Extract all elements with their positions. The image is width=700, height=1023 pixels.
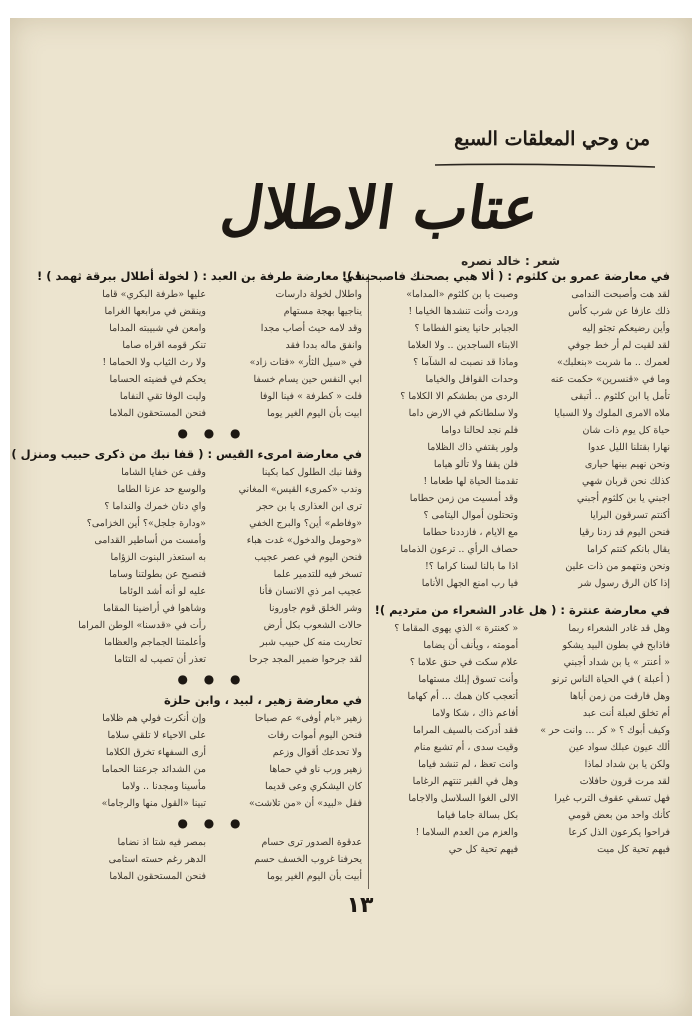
hemistich-first: كأنك واحد من بعض قومي	[568, 810, 670, 821]
verse-line	[378, 456, 670, 473]
verse-line	[378, 688, 670, 705]
hemistich-first: « أعنتر » يا بن شداد أجبني	[563, 657, 670, 668]
hemistich-first: كان اليشكري وعى قديما	[265, 781, 362, 792]
section-closing	[62, 834, 362, 885]
hemistich-first: فهل تسقي عقوف الترب غيرا	[554, 793, 670, 804]
hemistich-first: وكيف أبوك ؟ « كر ... وانت حر »	[540, 725, 670, 736]
hemistich-first: زهير ورب ناو في حماها	[269, 764, 362, 775]
hemistich-second: الالى الغوا السلاسل والاجاما	[408, 793, 519, 804]
hemistich-first: لقد مرت قرون حافلات	[579, 776, 670, 787]
section-heading: في معارضة طرفة بن العبد : ( لخولة أطلال ببرقة ثهمد ) !	[37, 269, 362, 283]
hemistich-first: فقل «لبيد» أن «من تلاشت»	[248, 798, 362, 809]
verse-line	[378, 320, 670, 337]
verse-line	[378, 671, 670, 688]
hemistich-second: وانت تعظ ، لم تنشد فياما	[418, 759, 519, 770]
hemistich-second: فنصبح عن بطولتنا وساما	[109, 569, 206, 580]
hemistich-first: ملاه الامرى الملوك ولا السبايا	[554, 408, 670, 419]
hemistich-first: فنحن اليوم في عصر عجيب	[254, 552, 362, 563]
section-heading: في معارضة زهير ، لبيد ، وابن حلزة	[163, 693, 362, 707]
verse-line	[378, 722, 670, 739]
hemistich-second: فلن يقفا ولا تألو هياما	[433, 459, 519, 470]
verse-line	[378, 773, 670, 790]
hemistich-first: وندب «كمرىء القيس» المغاني	[238, 484, 362, 495]
hemistich-second: وينقض في مرابعها الغراما	[104, 306, 206, 317]
hemistich-second: « كعنترة » الذي يهوى المقاما ؟	[394, 623, 519, 634]
section-heading: في معارضة امرىء القيس : ( قفا نبك من ذكرى حبيب ومنزل )	[11, 447, 362, 461]
hemistich-first: يناجيها بهجة مستهام	[283, 306, 362, 317]
verse-line	[62, 778, 362, 795]
hemistich-second: الردى من بطشكم الا الكلاما ؟	[400, 391, 519, 402]
hemistich-second: والوسع حد عزنا الطاما	[117, 484, 206, 495]
left-column	[11, 266, 362, 885]
verse-line	[378, 841, 670, 858]
hemistich-first: ذلك عازفا عن شرب كأس	[568, 306, 670, 317]
hemistich-second: وشاهوا في أراضينا المقاما	[103, 603, 206, 614]
verse-line	[62, 761, 362, 778]
hemistich-second: مع الايام ، فازددنا حطاما	[422, 527, 519, 538]
verse-line	[62, 851, 362, 868]
hemistich-second: الجبابر حانيا يعنو الفطاما ؟	[414, 323, 519, 334]
verse-line	[378, 824, 670, 841]
section-heading: في معارضة عنترة : ( هل غادر الشعراء من مترديم )!	[374, 603, 670, 617]
hemistich-first: ولا تحدعك أقوال وزعم	[272, 747, 362, 758]
verse-line	[378, 541, 670, 558]
hemistich-second: بمصر فيه شتا اذ نضاما	[117, 837, 206, 848]
hemistich-first: حالات الشعوب بكل أرض	[263, 620, 362, 631]
verse-line	[378, 705, 670, 722]
hemistich-second: «ودارة جلجل»؟ أين الخزامى؟	[86, 518, 206, 529]
verse-line	[62, 868, 362, 885]
hemistich-second: وحدات القوافل والخياما	[425, 374, 519, 385]
hemistich-first: ( أعبلة ) في الحياة الناس ترنو	[551, 674, 670, 685]
hemistich-second: وقد أمسيت من زمن حطاما	[409, 493, 519, 504]
verse-line	[62, 354, 362, 371]
verse-line	[378, 473, 670, 490]
hemistich-second: وأمست من أساطير القدامى	[94, 535, 206, 546]
hemistich-second: وإن أنكرت فولي هم ظلاما	[102, 713, 206, 724]
hemistich-first: ابيت بأن اليوم الغير يوما	[266, 408, 362, 419]
hemistich-first: أبيت بأن اليوم الغير يوما	[266, 871, 362, 882]
hemistich-second: وماذا قد نصبت له الشآما ؟	[413, 357, 519, 368]
hemistich-second: وأنت تسوق إبلك مستهاما	[418, 674, 519, 685]
hemistich-first: فراحوا يكرعون الذل كرعا	[568, 827, 670, 838]
verse-line	[62, 795, 362, 812]
verse-line	[62, 371, 362, 388]
hemistich-first: عدقوة الصدور ترى حسام	[261, 837, 362, 848]
hemistich-first: وقفا نبك الطلول كما بكينا	[261, 467, 362, 478]
verse-list	[378, 620, 670, 858]
hemistich-second: وصبت يا بن كلثوم «المداما»	[406, 289, 519, 300]
verse-line	[62, 566, 362, 583]
verse-line	[62, 549, 362, 566]
hemistich-second: فقد أدركت بالسيف المراما	[412, 725, 519, 736]
main-title: عتاب الاطلال	[216, 174, 544, 242]
hemistich-first: وهل قد غادر الشعراء ربما	[568, 623, 670, 634]
hemistich-second: مأسينا ومجدنا .. ولاما	[122, 781, 206, 792]
verse-line	[62, 710, 362, 727]
hemistich-first: لقد هت وأصبحت الندامى	[571, 289, 670, 300]
verse-line	[378, 524, 670, 541]
section-tarafa	[37, 266, 362, 422]
section-separator-dots: ● ● ●	[177, 816, 247, 830]
verse-line	[378, 575, 670, 592]
hemistich-second: رأت في «قدسنا» الوطن المراما	[78, 620, 206, 631]
hemistich-first: عجيب امر ذي الانسان فأنا	[259, 586, 362, 597]
section-separator-dots: ● ● ●	[177, 672, 247, 686]
verse-line	[62, 464, 362, 481]
hemistich-first: كذلك نحن قربان شهي	[581, 476, 670, 487]
hemistich-first: وهل فارقت من زمن أباها	[569, 691, 670, 702]
hemistich-first: تأمل يا ابن كلثوم .. أتبقى	[570, 391, 670, 402]
hemistich-first: ألك عيون عبلك سواد عين	[568, 742, 670, 753]
verse-line	[62, 651, 362, 668]
verse-line	[378, 620, 670, 637]
verse-line	[378, 558, 670, 575]
hemistich-second: والعزم من العدم السلاما !	[415, 827, 519, 838]
hemistich-second: أفاعم ذاك ، شكا ولاما	[432, 708, 519, 719]
hemistich-second: به استعذر البنوت الزؤاما	[110, 552, 206, 563]
hemistich-second: أتعجب كان همك ... أم كهاما	[407, 691, 519, 702]
hemistich-first: في «سيل الثأر» «فتات زاد»	[249, 357, 362, 368]
hemistich-second: بكل بسالة جاما فياما	[436, 810, 519, 821]
hemistich-second: واي دنان خمرك والنداما ؟	[104, 501, 206, 512]
hemistich-second: وقف عن خفايا الشاما	[121, 467, 206, 478]
section-imru-al-qays	[11, 444, 362, 668]
verse-line	[378, 354, 670, 371]
verse-line	[378, 654, 670, 671]
hemistich-second: وأعلمتنا الجماجم والعظاما	[104, 637, 206, 648]
hemistich-first: ولكن يا بن شداد لماذا	[584, 759, 670, 770]
verse-line	[62, 617, 362, 634]
hemistich-first: ترى ابن العذارى يا بن حجر	[256, 501, 362, 512]
hemistich-first: فاذابح في بطون البيد يشكو	[562, 640, 670, 651]
verse-line	[62, 405, 362, 422]
hemistich-second: أمومته ، ويأنف أن يضاما	[423, 640, 519, 651]
hemistich-second: ولا رث الثياب ولا الحماما !	[102, 357, 206, 368]
series-title: من وحي المعلقات السبع	[454, 128, 650, 150]
magazine-page	[10, 18, 692, 1016]
verse-line	[62, 744, 362, 761]
verse-line	[378, 405, 670, 422]
hemistich-first: واطلال لخولة دارسات	[275, 289, 362, 300]
hemistich-second: فنحن المستحقون الملاما	[109, 871, 206, 882]
verse-line	[378, 490, 670, 507]
verse-line	[378, 739, 670, 756]
verse-list	[62, 710, 362, 812]
verse-line	[378, 637, 670, 654]
hemistich-second: وهل في القبر تنتهم الرغاما	[412, 776, 519, 787]
verse-line	[378, 303, 670, 320]
hemistich-second: فنحن المستحقون الملاما	[109, 408, 206, 419]
verse-line	[378, 337, 670, 354]
hemistich-second: فلم نجد لحالنا دواما	[441, 425, 519, 436]
right-column	[341, 266, 670, 858]
hemistich-first: وانفق ماله بددا فقد	[285, 340, 362, 351]
hemistich-first: تسخر فيه للتدمير علما	[273, 569, 362, 580]
poet-credit: شعر : خالد نصره	[461, 254, 560, 268]
section-zuhair-labid-harith	[62, 690, 362, 812]
hemistich-second: وامعن في شبيبته المداما	[109, 323, 206, 334]
hemistich-second: الابناء الساجدين .. ولا العلاما	[407, 340, 519, 351]
hemistich-first: «وحومل والدخول» غدت هباء	[246, 535, 362, 546]
hemistich-first: «وفاطم» أين؟ والبرج الخفي	[249, 518, 362, 529]
hemistich-second: وليت الوفا تقي النفاما	[119, 391, 206, 402]
verse-list	[62, 834, 362, 885]
hemistich-first: أكنتم تسرقون البرايا	[590, 510, 670, 521]
verse-line	[62, 600, 362, 617]
hemistich-first: نهارا بقتلنا الليل عدوا	[587, 442, 670, 453]
hemistich-first: ونحن ونتهمو من ذات علين	[565, 561, 670, 572]
verse-line	[62, 498, 362, 515]
hemistich-second: وقيت سدى ، أم تشيع منام	[413, 742, 519, 753]
hemistich-first: لقد جرحوا ضمير المجد جرحا	[249, 654, 362, 665]
hemistich-first: لعمرك .. ما شربت «بنعلبك»	[556, 357, 670, 368]
verse-line	[378, 439, 670, 456]
hemistich-second: تبينا «القول منها والرجاما»	[101, 798, 206, 809]
hemistich-second: وتحتلون أموال اليتامى ؟	[423, 510, 519, 521]
hemistich-second: عليه لو أنه أشد الوئاما	[119, 586, 206, 597]
hemistich-first: فنحن اليوم أموات رفات	[267, 730, 362, 741]
hemistich-second: فيهم تحية كل حي	[448, 844, 519, 855]
verse-list	[378, 286, 670, 592]
verse-line	[62, 532, 362, 549]
hemistich-first: وشر الخلق قوم جاورونا	[269, 603, 362, 614]
hemistich-second: أرى السفهاء تخرق الكلاما	[105, 747, 206, 758]
hemistich-second: وردت وأنت تنشدها الخياما !	[408, 306, 519, 317]
hemistich-first: يحرفنا غروب الخسف حسم	[254, 854, 362, 865]
hemistich-second: على الاحياء لا تلقي سلاما	[107, 730, 206, 741]
verse-list	[62, 464, 362, 668]
hemistich-second: الدهر رغم حسته استامى	[108, 854, 206, 865]
verse-line	[62, 727, 362, 744]
hemistich-first: حياة كل يوم ذات شان	[582, 425, 670, 436]
section-antara	[374, 600, 670, 858]
section-separator-dots: ● ● ●	[177, 426, 247, 440]
verse-line	[62, 634, 362, 651]
verse-line	[378, 790, 670, 807]
hemistich-second: تقدمنا الحياة لها طعاما !	[423, 476, 519, 487]
section-amr-ibn-kulthum	[341, 266, 670, 592]
verse-line	[378, 286, 670, 303]
verse-line	[62, 286, 362, 303]
hemistich-second: فيا رب امنع الجهل الأناما	[421, 578, 519, 589]
verse-list	[62, 286, 362, 422]
hemistich-first: إذا كان الرق رسول شر	[578, 578, 670, 589]
verse-line	[62, 388, 362, 405]
hemistich-first: زهير «بام أوفى» عم صباحا	[254, 713, 362, 724]
hemistich-first: وقد لامه حيث أصاب مجدا	[260, 323, 362, 334]
section-heading: في معارضة عمرو بن كلثوم : ( ألا هبي بصحنك فاصبحينا )!	[341, 269, 670, 283]
hemistich-first: وأين رضيعكم تجثو إليه	[582, 323, 670, 334]
hemistich-second: يحكم في قضيته الحساما	[109, 374, 206, 385]
hemistich-first: تحاربت منه كل حبيب شبر	[259, 637, 362, 648]
hemistich-second: من الشدائد جرعتنا الحماما	[101, 764, 206, 775]
hemistich-second: تنكر قومه اقراه صاما	[122, 340, 206, 351]
hemistich-first: فنحن اليوم قد زدنا رقيا	[579, 527, 670, 538]
hemistich-second: تعذر أن تصيب له التئاما	[114, 654, 206, 665]
hemistich-second: اذا ما بالنا لسنا كراما ؟!	[424, 561, 519, 572]
hemistich-second: ولور يقتفي ذاك الظلاما	[427, 442, 519, 453]
verse-line	[378, 422, 670, 439]
verse-line	[378, 507, 670, 524]
verse-line	[62, 481, 362, 498]
verse-line	[378, 371, 670, 388]
hemistich-second: حصاف الرأي .. ترعون الذماما	[400, 544, 519, 555]
hemistich-first: ابي النفس حين يسام خسفا	[253, 374, 362, 385]
page-number: ١٣	[346, 893, 374, 918]
hemistich-first: فيهم تحية كل ميت	[597, 844, 670, 855]
hemistich-second: عليها «طرفة البكري» قاما	[102, 289, 206, 300]
verse-line	[62, 515, 362, 532]
hemistich-first: اجبني يا بن كلثوم أجبني	[576, 493, 670, 504]
hemistich-second: ولا سلطانكم في الارض داما	[408, 408, 519, 419]
hemistich-first: ونحن نهيم بينها حيارى	[584, 459, 670, 470]
verse-line	[62, 834, 362, 851]
hemistich-first: فلت « كطرفة » فينا الوفا	[260, 391, 362, 402]
column-divider	[368, 274, 369, 889]
verse-line	[62, 303, 362, 320]
hemistich-first: لقد لقيت لم أر خط جوفي	[567, 340, 670, 351]
verse-line	[378, 807, 670, 824]
verse-line	[378, 756, 670, 773]
verse-line	[62, 320, 362, 337]
verse-line	[62, 337, 362, 354]
hemistich-first: أم تخلق لعبلة أنت عبد	[582, 708, 670, 719]
hemistich-first: يقال بانكم كنتم كراما	[586, 544, 670, 555]
verse-line	[62, 583, 362, 600]
hemistich-second: علام سكت في حنق علاما ؟	[409, 657, 519, 668]
hemistich-first: وما في «قنسرين» حكمت عنه	[550, 374, 670, 385]
verse-line	[378, 388, 670, 405]
